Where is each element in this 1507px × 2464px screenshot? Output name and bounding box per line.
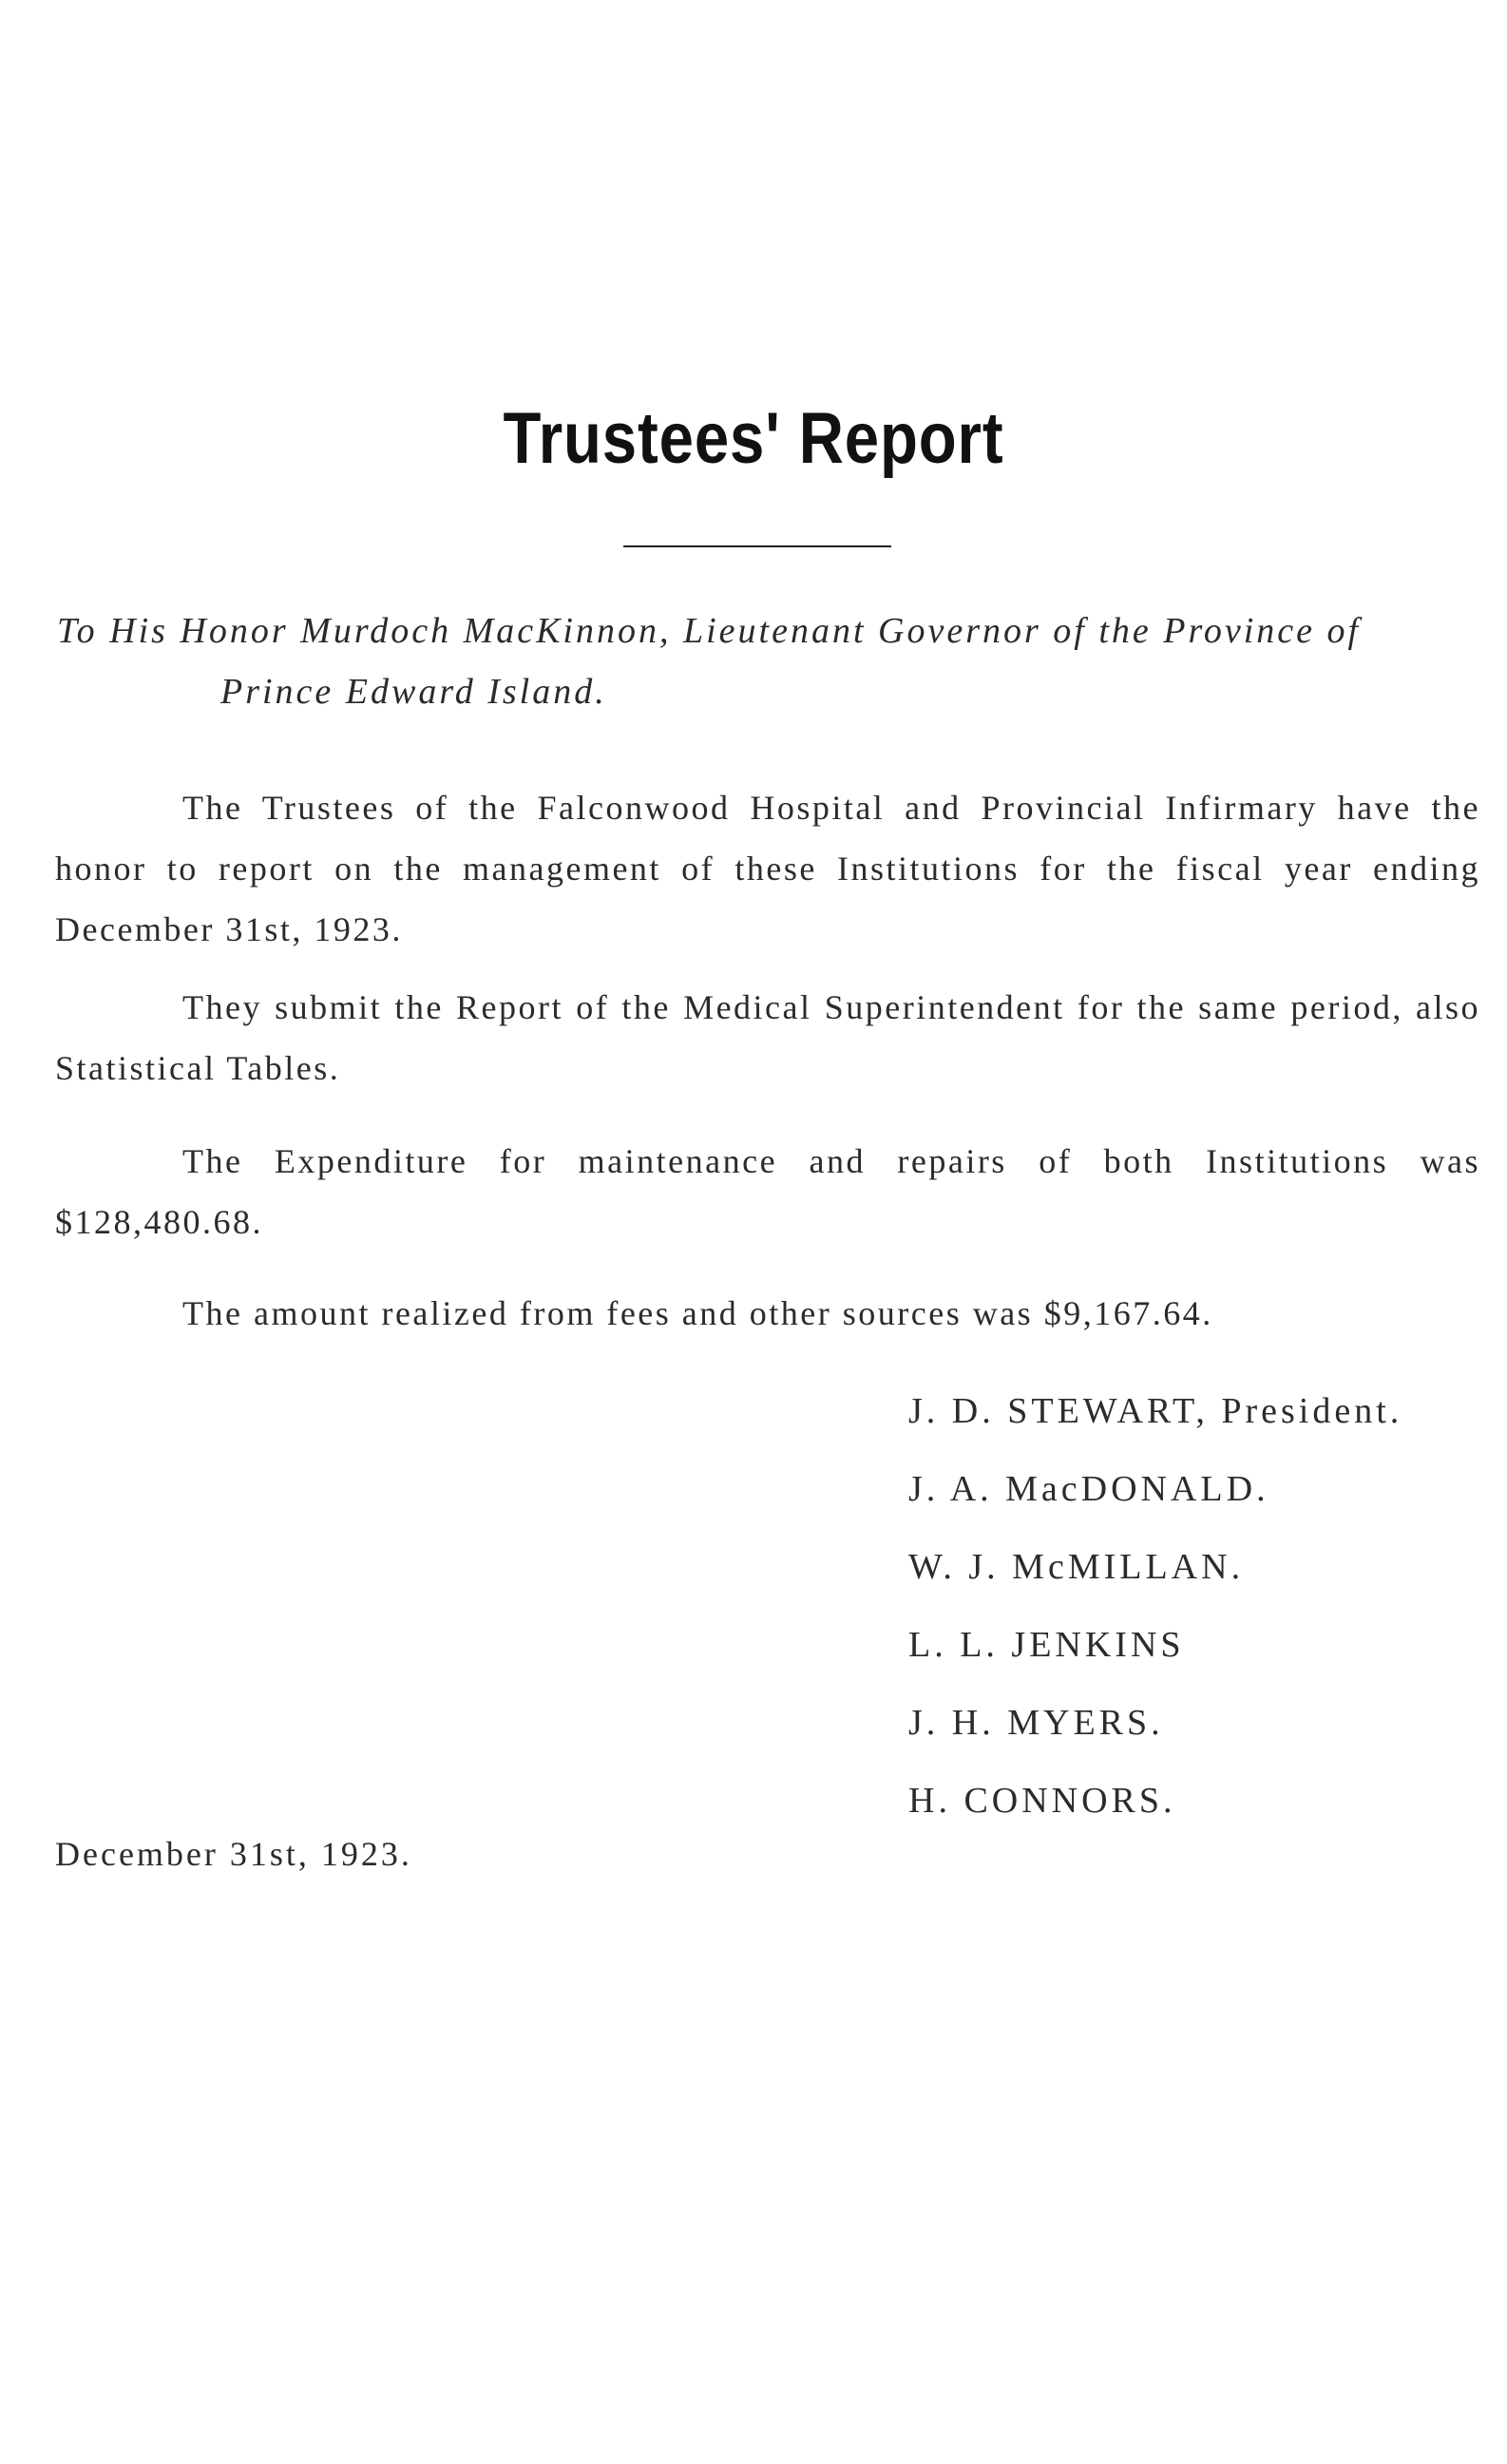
salutation-address [57,601,1482,722]
title-divider [623,545,891,547]
paragraph-revenue [55,1283,1480,1344]
page-title: Trustees' Report [503,398,1004,479]
address-line-2: Prince Edward Island. [220,672,607,712]
paragraph-text: The Trustees of the Falconwood Hospital and Provincial Infirmary have the honor to report on the management of these Institutions for the fiscal year ending December 31st, 1923. [55,789,1480,948]
paragraph-expenditure [55,1131,1480,1252]
report-date: December 31st, 1923. [55,1835,412,1873]
paragraph-text: They submit the Report of the Medical Superintendent for the same period, also Statistical Tables. [55,988,1480,1087]
signature-line: J. A. MacDONALD. [908,1469,1269,1509]
signature-line: J. D. STEWART, President. [908,1391,1403,1431]
paragraph-report-intro [55,777,1480,960]
signature-block [908,1372,1478,1840]
paragraph-text: The Expenditure for maintenance and repairs of both Institutions was $128,480.68. [55,1142,1480,1241]
paragraph-text: The amount realized from fees and other sources was $9,167.64. [182,1294,1213,1332]
signature-line: L. L. JENKINS [908,1625,1185,1665]
signature-line: J. H. MYERS. [908,1703,1164,1743]
signature-line: H. CONNORS. [908,1781,1176,1821]
signature-line: W. J. McMILLAN. [908,1547,1245,1587]
paragraph-submission [55,977,1480,1098]
address-line-1: To His Honor Murdoch MacKinnon, Lieutenant Governor of the Province of [57,611,1362,651]
